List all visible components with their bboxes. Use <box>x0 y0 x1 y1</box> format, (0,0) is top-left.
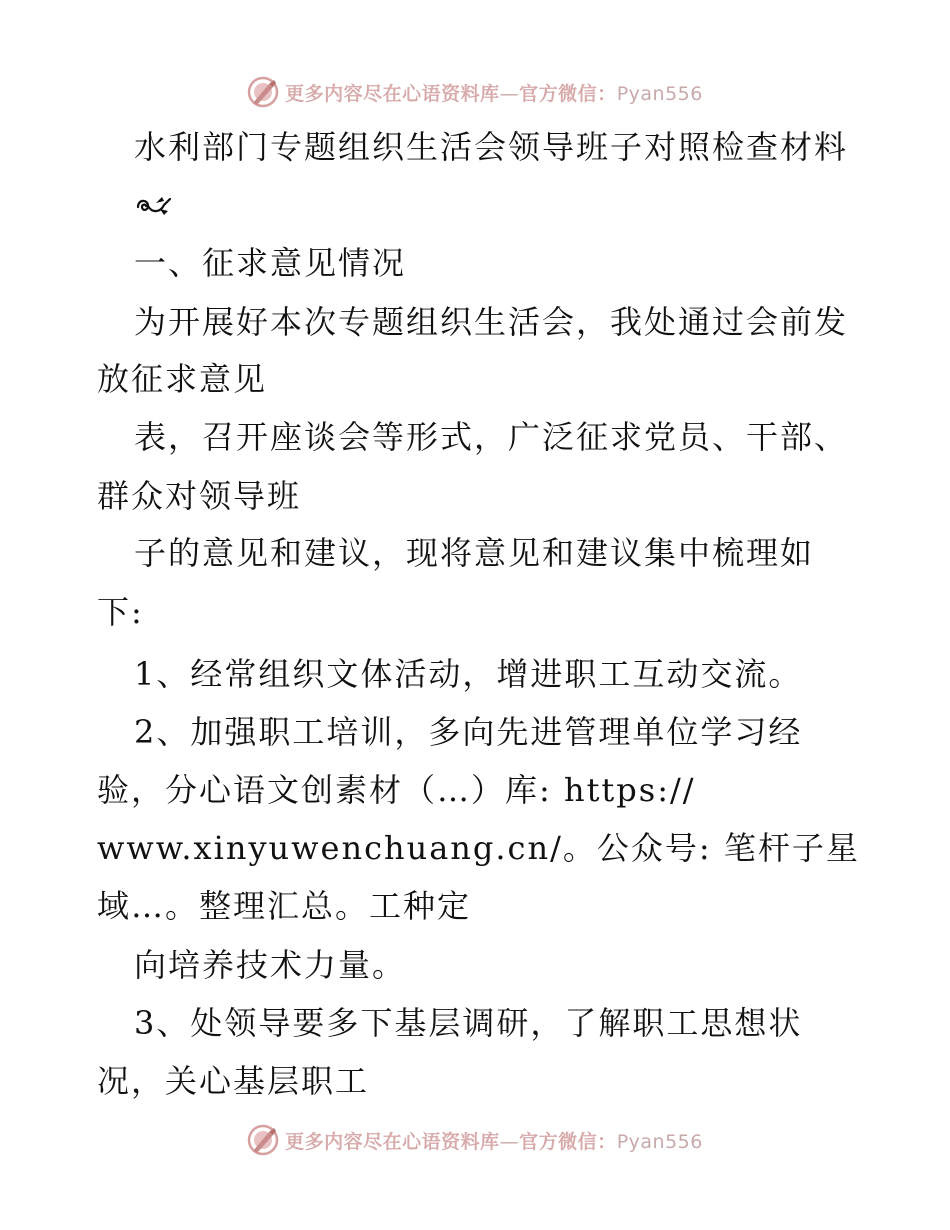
section-heading: 一、征求意见情况 <box>134 244 407 282</box>
paragraph-line: 群众对领导班 <box>97 477 302 515</box>
paragraph-line: 放征求意见 <box>97 360 268 398</box>
pen-logo-icon <box>247 1124 279 1156</box>
paragraph-line: 况，关心基层职工 <box>97 1062 370 1100</box>
list-item: 2、加强职工培训，多向先进管理单位学习经 <box>134 713 803 751</box>
banner-wechat-id: Pyan556 <box>616 82 703 105</box>
footer-banner <box>0 1120 950 1160</box>
banner-wechat-label: 官方微信： <box>519 82 617 105</box>
ornament-flourish-icon <box>134 193 172 219</box>
header-banner <box>0 72 950 112</box>
list-item: 3、处领导要多下基层调研，了解职工思想状 <box>134 1004 803 1042</box>
pen-logo-icon <box>247 76 279 108</box>
paragraph-line: 表，召开座谈会等形式，广泛征求党员、干部、 <box>134 418 849 456</box>
document-title: 水利部门专题组织生活会领导班子对照检查材料 <box>134 128 849 166</box>
banner-text <box>285 1127 703 1154</box>
paragraph-line: www.xinyuwenchuang.cn/。公众号: 笔杆子星 <box>97 829 860 867</box>
banner-text <box>285 79 703 106</box>
paragraph-line: 向培养技术力量。 <box>134 946 407 984</box>
banner-separator: — <box>499 1130 520 1153</box>
banner-separator: — <box>499 82 520 105</box>
paragraph-line: 为开展好本次专题组织生活会，我处通过会前发 <box>134 303 849 341</box>
banner-wechat-label: 官方微信： <box>519 1130 617 1153</box>
paragraph-line: 子的意见和建议，现将意见和建议集中梳理如 <box>134 534 815 572</box>
banner-main-text: 更多内容尽在心语资料库 <box>285 82 500 105</box>
banner-main-text: 更多内容尽在心语资料库 <box>285 1130 500 1153</box>
list-item: 1、经常组织文体活动，增进职工互动交流。 <box>134 655 803 693</box>
paragraph-line: 下: <box>97 593 144 631</box>
banner-wechat-id: Pyan556 <box>616 1130 703 1153</box>
paragraph-line: 验，分心语文创素材（…）库: https:// <box>97 771 696 809</box>
paragraph-line: 域…。整理汇总。工种定 <box>97 887 472 925</box>
